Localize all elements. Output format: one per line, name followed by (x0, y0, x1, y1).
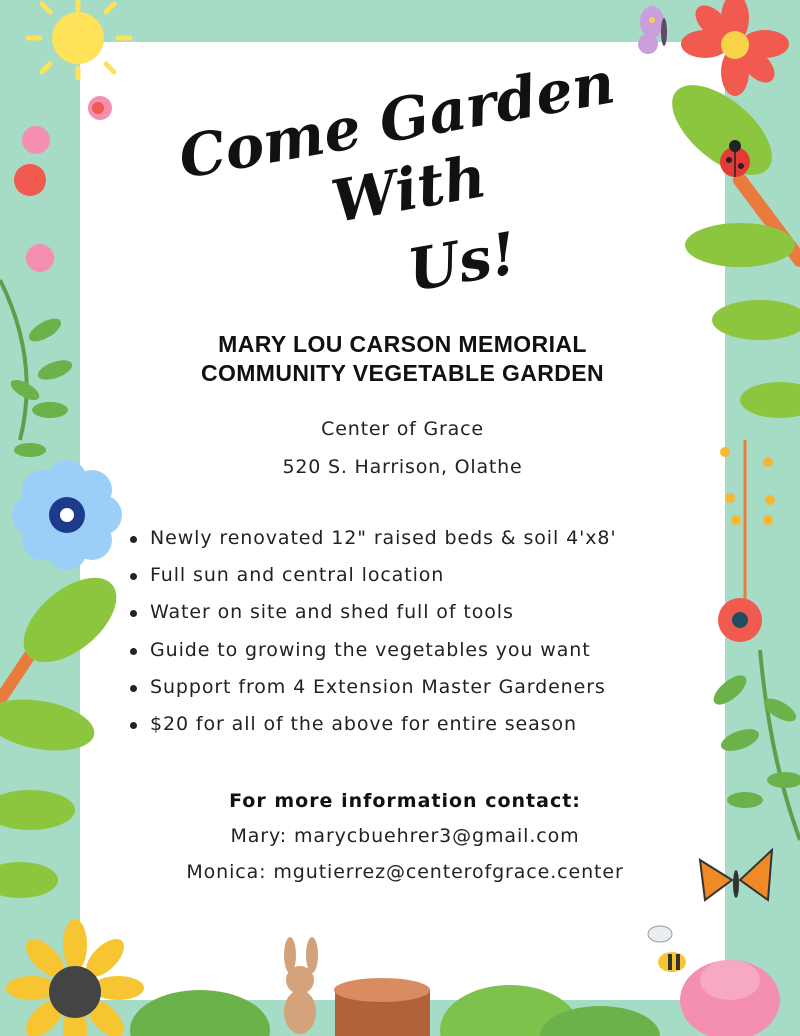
feature-list (128, 520, 616, 743)
rabbit-icon (284, 937, 318, 1034)
feature-item: Support from 4 Extension Master Gardeners (128, 669, 616, 706)
red-flower-icon (681, 0, 789, 96)
title-line-1: Come Garden With (173, 48, 620, 236)
monarch-butterfly-icon (700, 850, 772, 900)
contact-block (110, 784, 700, 890)
orange-flower-icon (718, 598, 762, 642)
contact-heading: For more information contact: (229, 790, 581, 812)
tree-stump-icon (334, 978, 430, 1036)
left-vine-icon (0, 280, 75, 457)
feature-item: Newly renovated 12" raised beds & soil 4'x8' (128, 520, 616, 557)
pink-flowers-icon (14, 96, 112, 272)
feature-item: $20 for all of the above for entire season (128, 706, 616, 743)
contact-mary: Mary: marycbuehrer3@gmail.com (230, 825, 580, 847)
title-line-2: Us! (402, 219, 522, 306)
bee-icon (648, 926, 686, 972)
garden-name-line-1: MARY LOU CARSON MEMORIAL (218, 331, 587, 357)
garden-name-heading (120, 330, 685, 388)
feature-item: Guide to growing the vegetables you want (128, 632, 616, 669)
yellow-sprig-icon (720, 440, 775, 600)
feature-item: Full sun and central location (128, 557, 616, 594)
location-place: Center of Grace (321, 418, 484, 440)
location-block (120, 410, 685, 486)
location-address: 520 S. Harrison, Olathe (282, 456, 523, 478)
garden-name-line-2: COMMUNITY VEGETABLE GARDEN (200, 360, 605, 386)
right-vine-icon (709, 650, 800, 840)
feature-item: Water on site and shed full of tools (128, 594, 616, 631)
pink-bottom-flower-icon (680, 960, 780, 1036)
sunflower-icon (6, 919, 144, 1036)
blue-flower-icon (12, 460, 122, 570)
sun-icon (28, 2, 130, 78)
contact-monica: Monica: mgutierrez@centerofgrace.center (186, 861, 624, 883)
